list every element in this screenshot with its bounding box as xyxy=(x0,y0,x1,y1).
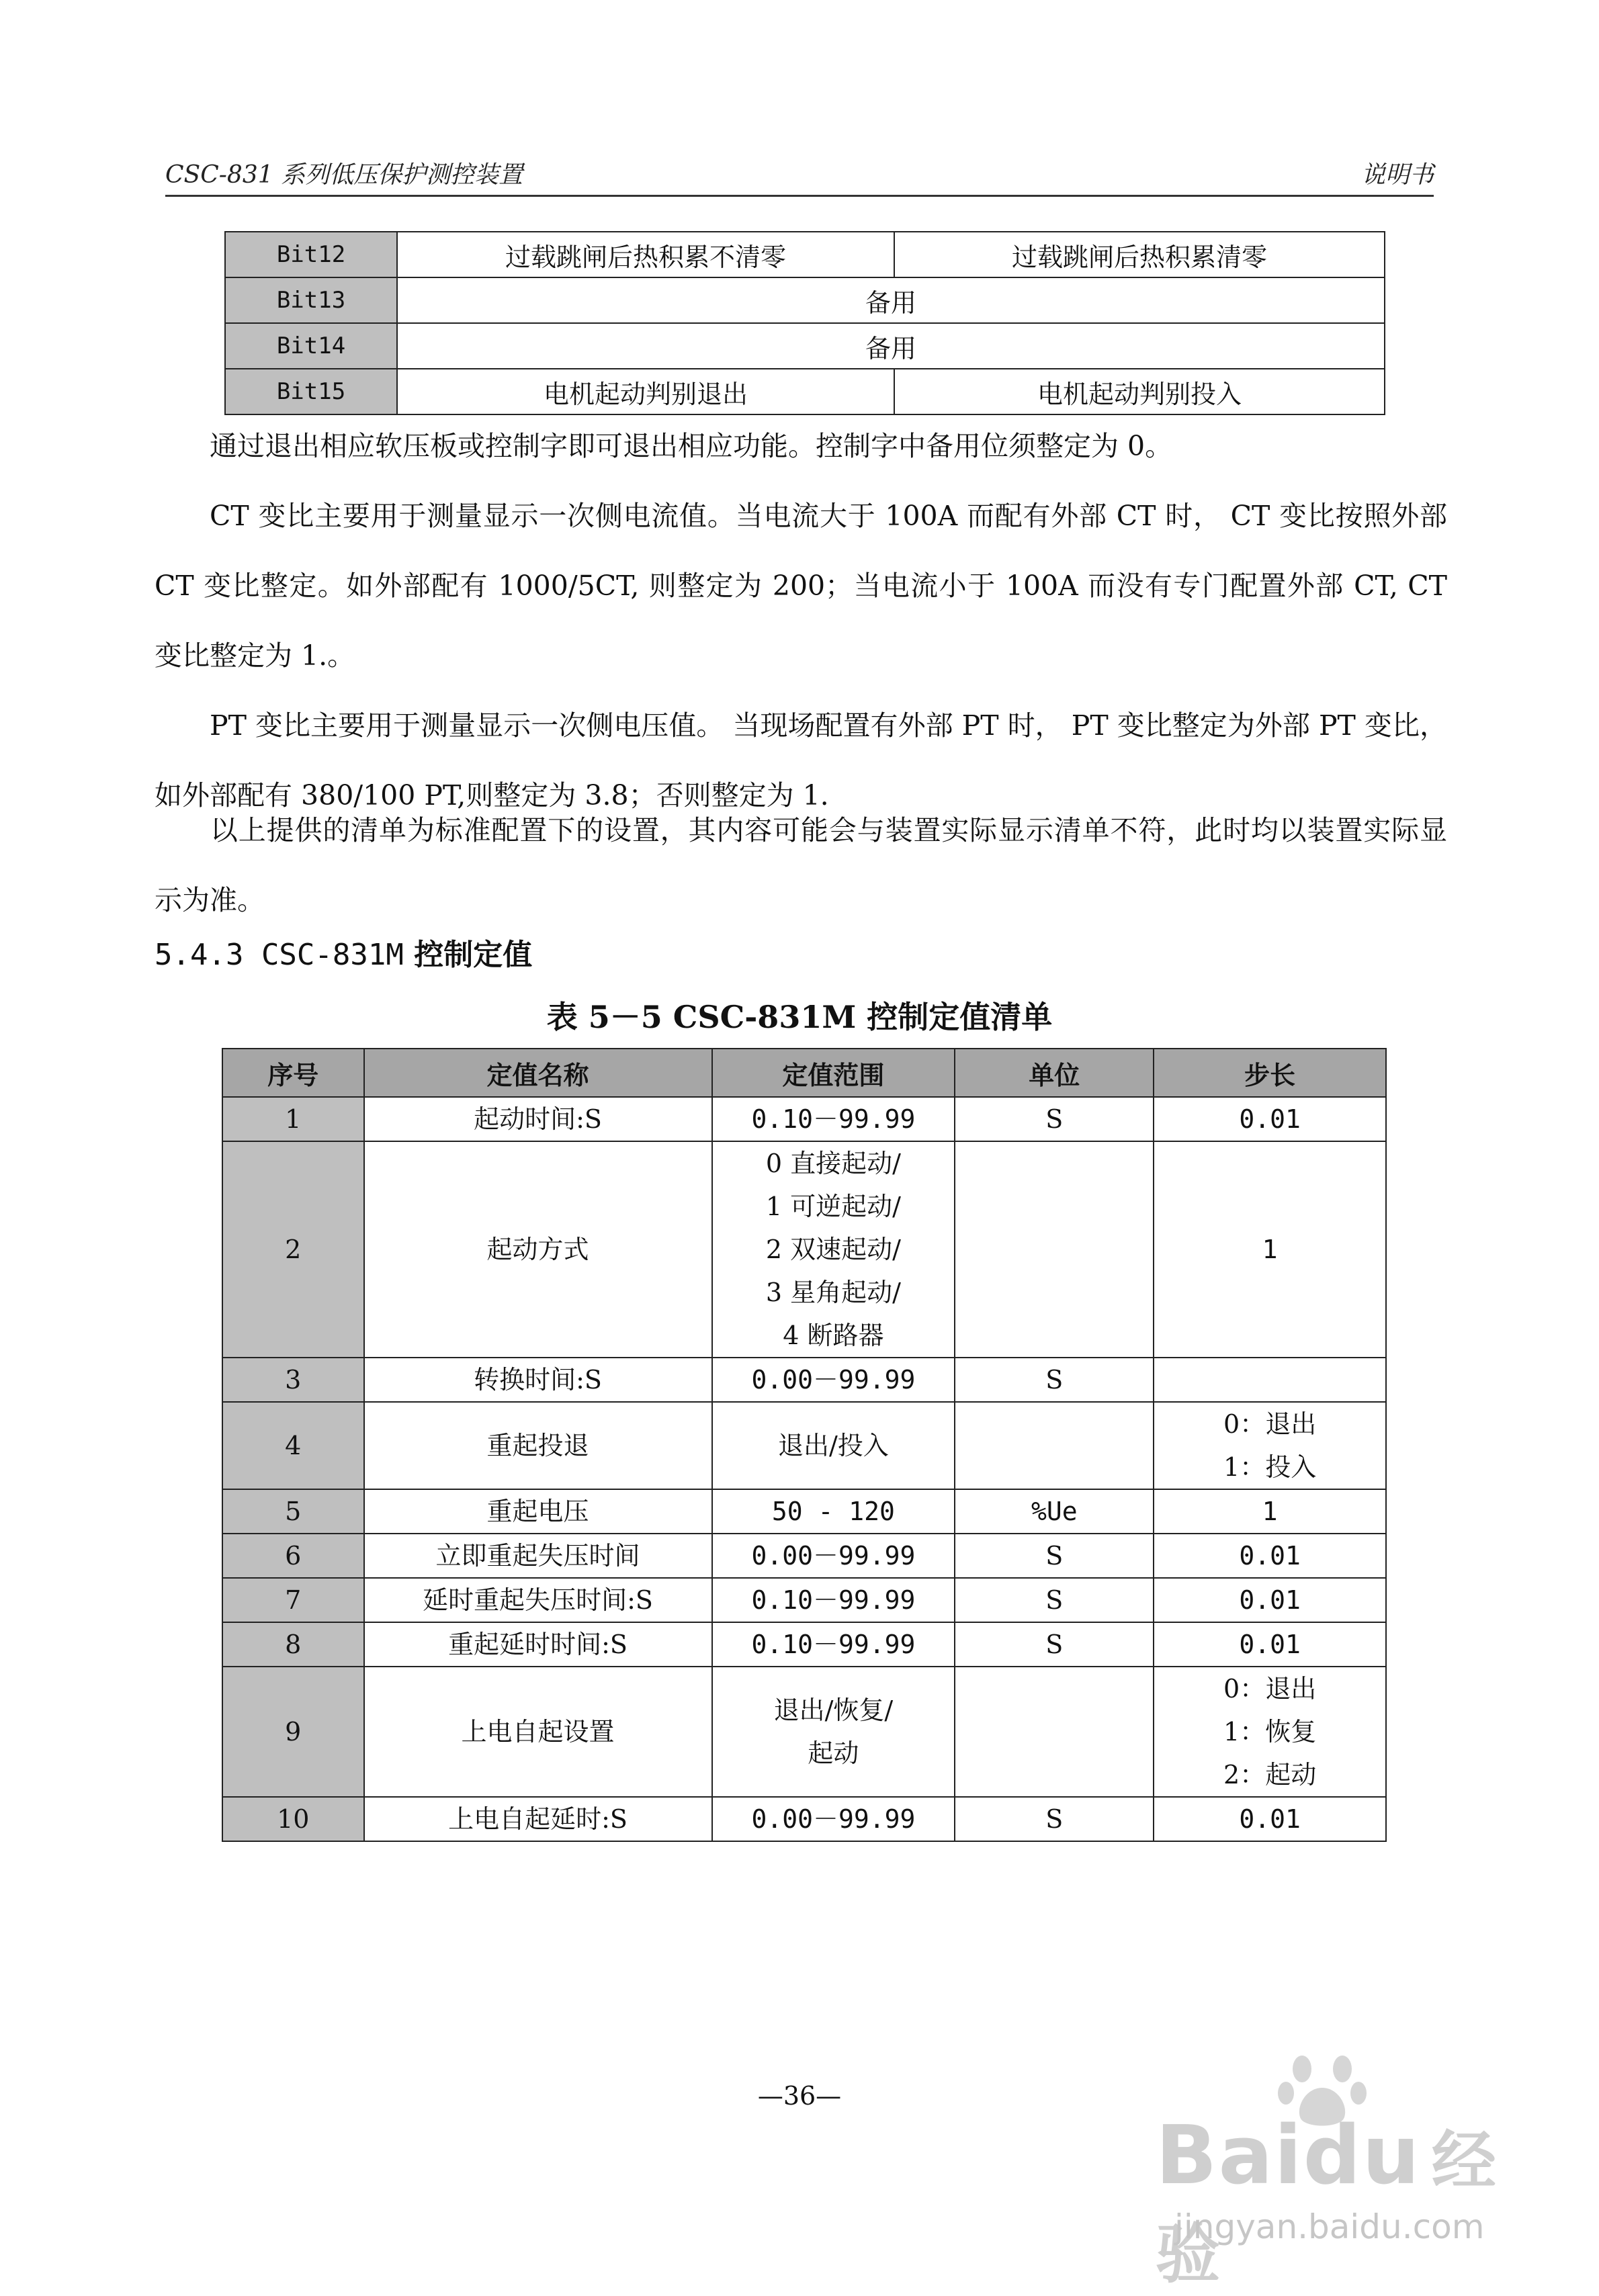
table-header-row xyxy=(222,1049,1386,1097)
cell-range-line: 2 双速起动/ xyxy=(765,1235,901,1264)
cell-name: 立即重起失压时间 xyxy=(364,1534,712,1578)
baidu-jingyan-watermark xyxy=(1156,2049,1505,2292)
bit-label: Bit13 xyxy=(225,277,397,323)
bit-label: Bit15 xyxy=(225,369,397,414)
control-settings-table xyxy=(222,1048,1387,1842)
table-row xyxy=(222,1489,1386,1534)
table-row xyxy=(222,1534,1386,1578)
bit-off-meaning: 过载跳闸后热积累不清零 xyxy=(397,232,894,277)
bit-off-meaning: 电机起动判别退出 xyxy=(397,369,894,414)
cell-step xyxy=(1154,1578,1386,1622)
cell-step xyxy=(1154,1534,1386,1578)
cell-name: 起动方式 xyxy=(364,1141,712,1358)
control-bit-table xyxy=(224,231,1385,415)
cell-unit: S xyxy=(955,1097,1154,1141)
cell-step-line: 2：起动 xyxy=(1223,1760,1317,1790)
cell-unit: S xyxy=(955,1797,1154,1841)
cell-step xyxy=(1154,1667,1386,1797)
header-range: 定值范围 xyxy=(712,1049,955,1097)
table-row xyxy=(222,1578,1386,1622)
watermark-logo-du: du xyxy=(1303,2109,1421,2203)
cell-range xyxy=(712,1489,955,1534)
bit-reserved: 备用 xyxy=(397,277,1385,323)
paragraph-text: 通过退出相应软压板或控制字即可退出相应功能。控制字中备用位须整定为 0。 xyxy=(210,430,1173,462)
cell-unit xyxy=(955,1141,1154,1358)
paragraph-text: CT 变比主要用于测量显示一次侧电流值。当电流大于 100A 而配有外部 CT 时， CT 变比按照外部 CT 变比整定。如外部配有 1000/5CT, 则整定为 200；当电流小于 100A 而没有专门配置外部 CT, CT 变比整定为 1.。 xyxy=(155,500,1447,672)
paragraph-text: 以上提供的清单为标准配置下的设置，其内容可能会与装置实际显示清单不符，此时均以装置实际显示为准。 xyxy=(155,814,1447,916)
cell-unit: S xyxy=(955,1358,1154,1402)
header-step: 步长 xyxy=(1154,1049,1386,1097)
table-row xyxy=(225,323,1385,369)
cell-range xyxy=(712,1797,955,1841)
cell-range xyxy=(712,1358,955,1402)
cell-range xyxy=(712,1622,955,1667)
cell-step xyxy=(1154,1797,1386,1841)
bit-label: Bit12 xyxy=(225,232,397,277)
cell-range-line: 0.00－99.99 xyxy=(751,1804,916,1834)
cell-step xyxy=(1154,1358,1386,1402)
cell-range xyxy=(712,1097,955,1141)
bit-label: Bit14 xyxy=(225,323,397,369)
table-row xyxy=(222,1622,1386,1667)
bit-reserved: 备用 xyxy=(397,323,1385,369)
table-row xyxy=(225,232,1385,277)
section-title: 控制定值 xyxy=(414,938,533,972)
cell-step-line: 1：恢复 xyxy=(1223,1717,1317,1747)
header-divider xyxy=(165,195,1434,197)
cell-unit: S xyxy=(955,1578,1154,1622)
cell-step xyxy=(1154,1402,1386,1489)
bit-on-meaning: 过载跳闸后热积累清零 xyxy=(894,232,1385,277)
table-row xyxy=(222,1667,1386,1797)
cell-range-line: 0 直接起动/ xyxy=(765,1149,901,1178)
cell-name: 上电自起延时:S xyxy=(364,1797,712,1841)
cell-range xyxy=(712,1534,955,1578)
table-caption: 表 5－5 CSC-831M 控制定值清单 xyxy=(546,999,1053,1035)
cell-no: 1 xyxy=(222,1097,364,1141)
table-row xyxy=(222,1141,1386,1358)
cell-name: 转换时间:S xyxy=(364,1358,712,1402)
watermark-logo-text: Bai xyxy=(1156,2109,1303,2203)
cell-name: 重起电压 xyxy=(364,1489,712,1534)
cell-no: 6 xyxy=(222,1534,364,1578)
cell-no: 9 xyxy=(222,1667,364,1797)
cell-range-line: 0.00－99.99 xyxy=(751,1541,916,1571)
cell-range-line: 4 断路器 xyxy=(783,1321,884,1350)
paragraph-text: PT 变比主要用于测量显示一次侧电压值。 当现场配置有外部 PT 时， PT 变比整定为外部 PT 变比，如外部配有 380/100 PT,则整定为 3.8；否则整定为 1. xyxy=(155,709,1447,811)
cell-no: 2 xyxy=(222,1141,364,1358)
cell-range-line: 起动 xyxy=(808,1738,859,1768)
cell-range-line: 50 - 120 xyxy=(771,1497,895,1526)
cell-range-line: 3 星角起动/ xyxy=(765,1278,901,1307)
cell-range-line: 退出/投入 xyxy=(778,1431,889,1460)
cell-step-line: 0.01 xyxy=(1239,1585,1301,1615)
settings-table-body xyxy=(222,1097,1386,1841)
table-row xyxy=(222,1402,1386,1489)
cell-range-line: 1 可逆起动/ xyxy=(765,1192,901,1221)
paragraph-control-word xyxy=(155,411,1447,481)
cell-range xyxy=(712,1578,955,1622)
table-row xyxy=(225,369,1385,414)
table-row xyxy=(222,1097,1386,1141)
watermark-logo xyxy=(1156,2109,1505,2296)
cell-no: 7 xyxy=(222,1578,364,1622)
header-unit: 单位 xyxy=(955,1049,1154,1097)
cell-range xyxy=(712,1141,955,1358)
cell-no: 10 xyxy=(222,1797,364,1841)
header-no: 序号 xyxy=(222,1049,364,1097)
cell-unit xyxy=(955,1402,1154,1489)
cell-range-line: 0.10－99.99 xyxy=(751,1104,916,1134)
cell-range-line: 0.10－99.99 xyxy=(751,1630,916,1659)
paragraph-ct-ratio xyxy=(155,481,1447,691)
cell-range-line: 退出/恢复/ xyxy=(773,1695,894,1725)
cell-step-line: 0.01 xyxy=(1239,1804,1301,1834)
cell-name: 上电自起设置 xyxy=(364,1667,712,1797)
page-number: —36— xyxy=(757,2081,842,2111)
cell-step xyxy=(1154,1489,1386,1534)
cell-step-line: 0.01 xyxy=(1239,1104,1301,1134)
cell-no: 5 xyxy=(222,1489,364,1534)
cell-name: 重起延时时间:S xyxy=(364,1622,712,1667)
header-title: CSC-831 系列低压保护测控装置 xyxy=(165,161,523,189)
cell-no: 3 xyxy=(222,1358,364,1402)
table-row xyxy=(222,1797,1386,1841)
cell-step-line: 0.01 xyxy=(1239,1541,1301,1571)
cell-range xyxy=(712,1667,955,1797)
cell-range xyxy=(712,1402,955,1489)
cell-step-line: 1 xyxy=(1262,1235,1278,1264)
cell-step xyxy=(1154,1622,1386,1667)
cell-no: 4 xyxy=(222,1402,364,1489)
cell-step-line: 0：退出 xyxy=(1223,1674,1317,1704)
cell-name: 延时重起失压时间:S xyxy=(364,1578,712,1622)
cell-unit xyxy=(955,1667,1154,1797)
cell-step xyxy=(1154,1097,1386,1141)
table-row xyxy=(222,1358,1386,1402)
section-number: 5.4.3 CSC-831M xyxy=(155,938,404,972)
cell-name: 重起投退 xyxy=(364,1402,712,1489)
table-row xyxy=(225,277,1385,323)
cell-step xyxy=(1154,1141,1386,1358)
cell-step-line: 1 xyxy=(1262,1497,1278,1526)
cell-no: 8 xyxy=(222,1622,364,1667)
cell-step-line: 0.01 xyxy=(1239,1630,1301,1659)
paragraph-note xyxy=(155,795,1447,935)
cell-step-line: 1：投入 xyxy=(1223,1452,1317,1482)
section-heading xyxy=(155,930,532,973)
cell-range-line: 0.10－99.99 xyxy=(751,1585,916,1615)
cell-unit: %Ue xyxy=(955,1489,1154,1534)
header-name: 定值名称 xyxy=(364,1049,712,1097)
watermark-url: jingyan.baidu.com xyxy=(1174,2207,1485,2246)
cell-range-line: 0.00－99.99 xyxy=(751,1365,916,1395)
watermark-logo-cn: 经验 xyxy=(1156,2123,1498,2292)
cell-step-line: 0：退出 xyxy=(1223,1409,1317,1439)
cell-name: 起动时间:S xyxy=(364,1097,712,1141)
header-doc-type: 说明书 xyxy=(1360,161,1434,189)
cell-unit: S xyxy=(955,1622,1154,1667)
cell-unit: S xyxy=(955,1534,1154,1578)
bit-on-meaning: 电机起动判别投入 xyxy=(894,369,1385,414)
